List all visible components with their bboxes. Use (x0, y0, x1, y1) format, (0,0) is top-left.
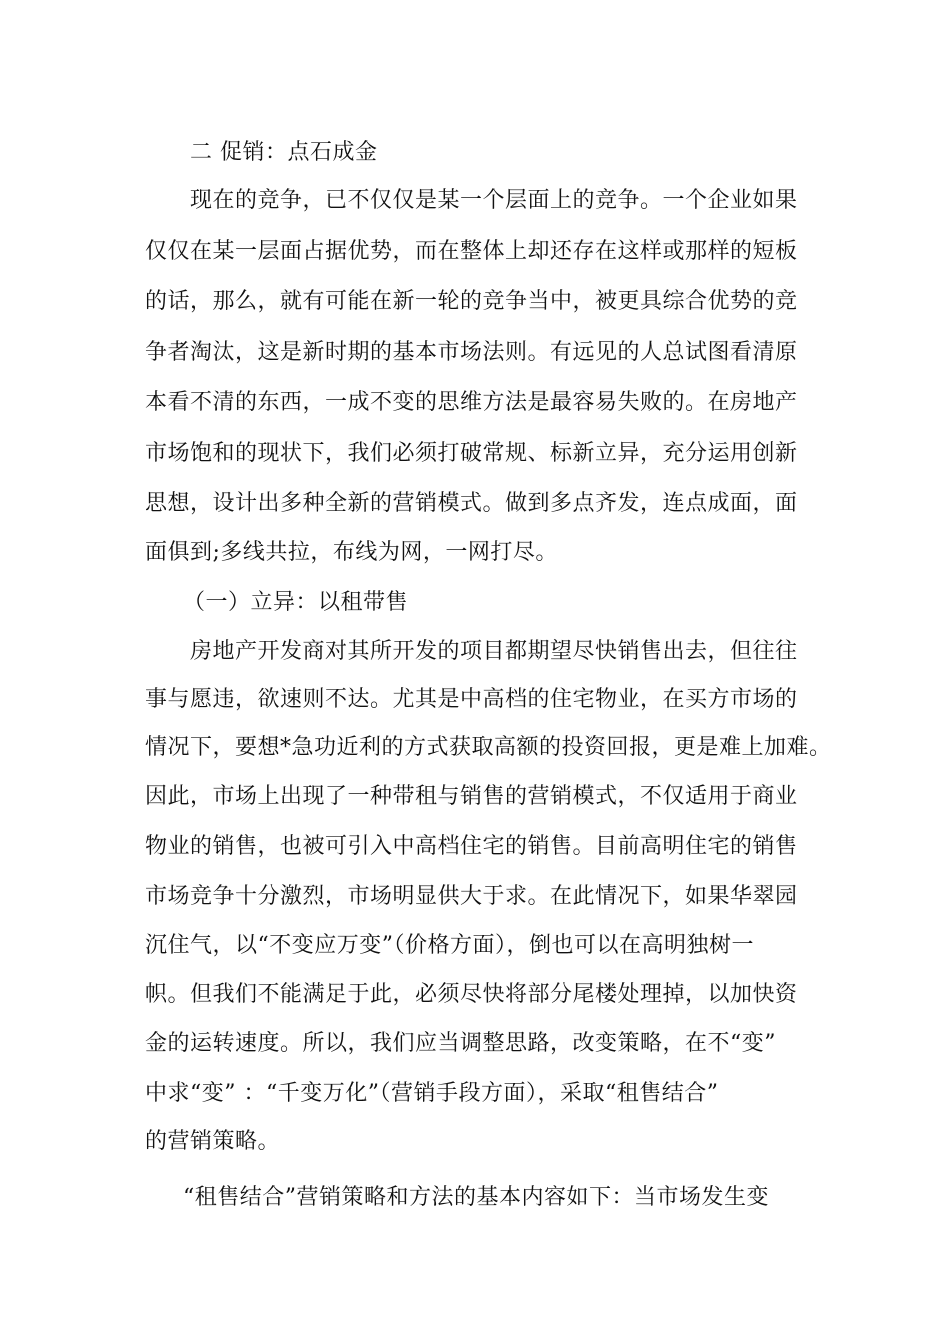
paragraph-line: 金的运转速度。所以，我们应当调整思路，改变策略，在不“变” (145, 1031, 776, 1056)
paragraph-line: 争者淘汰，这是新时期的基本市场法则。有远见的人总试图看清原 (145, 340, 798, 365)
paragraph-line: 事与愿违，欲速则不达。尤其是中高档的住宅物业，在买方市场的 (145, 687, 798, 712)
paragraph-line: 帜。但我们不能满足于此，必须尽快将部分尾楼处理掉，以加快资 (145, 982, 798, 1007)
paragraph-line: 因此，市场上出现了一种带租与销售的营销模式，不仅适用于商业 (145, 784, 798, 809)
paragraph-line: 市场竞争十分激烈，市场明显供大于求。在此情况下，如果华翠园 (145, 884, 798, 909)
paragraph-line: 中求“变” ：“千变万化”（营销手段方面），采取“租售结合” (145, 1081, 719, 1106)
paragraph-line: 的营销策略。 (145, 1129, 281, 1154)
paragraph-line: 仅仅在某一层面占据优势，而在整体上却还存在这样或那样的短板 (145, 239, 798, 264)
paragraph-line: 市场饱和的现状下，我们必须打破常规、标新立异，充分运用创新 (145, 441, 798, 466)
paragraph-line: 的话，那么，就有可能在新一轮的竞争当中，被更具综合优势的竞 (145, 289, 798, 314)
paragraph-line: 物业的销售，也被可引入中高档住宅的销售。目前高明住宅的销售 (145, 834, 798, 859)
section-heading: 二 促销：点石成金 (190, 140, 378, 165)
subsection-heading: （一）立异：以租带售 (183, 590, 409, 615)
paragraph-line: 现在的竞争，已不仅仅是某一个层面上的竞争。一个企业如果 (190, 188, 798, 213)
paragraph-line: 思想，设计出多种全新的营销模式。做到多点齐发，连点成面，面 (145, 491, 798, 516)
paragraph-line: 房地产开发商对其所开发的项目都期望尽快销售出去，但往往 (190, 639, 798, 664)
paragraph-line: 沉住气，以“不变应万变”（价格方面），倒也可以在高明独树一 (145, 933, 754, 958)
paragraph-line: 面俱到;多线共拉，布线为网，一网打尽。 (145, 540, 558, 565)
paragraph-line: 本看不清的东西，一成不变的思维方法是最容易失败的。在房地产 (145, 390, 798, 415)
paragraph-line: 情况下，要想*急功近利的方式获取高额的投资回报，更是难上加难。 (145, 735, 832, 760)
paragraph-line: “租售结合”营销策略和方法的基本内容如下：当市场发生变 (183, 1185, 769, 1210)
